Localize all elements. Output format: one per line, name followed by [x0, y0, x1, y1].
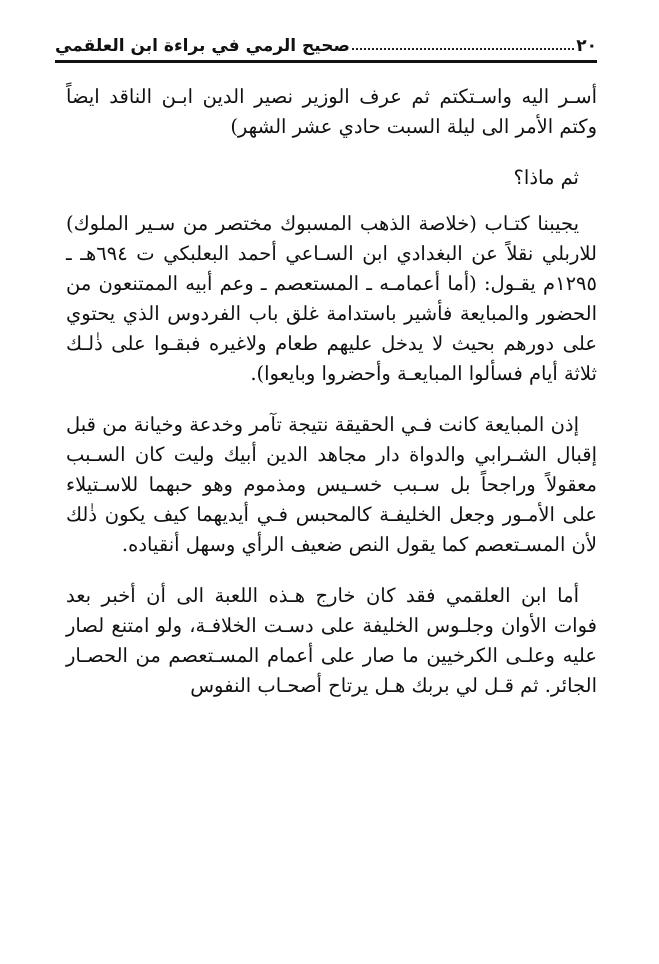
page-number: ٢٠: [576, 36, 597, 56]
running-header: [55, 28, 597, 56]
header-rule: [55, 60, 597, 63]
paragraph-3: يجيبنا كتـاب (خلاصة الذهب المسبوك مختصر من سـير الملوك) للاربلي نقلاً عن البغدادي ابن السـاعي أحمد البعلبكي ت ٦٩٤هـ ـ ١٢٩٥م يقـول: (أما أعمامـه ـ المستعصم ـ وعم أبيه الممتنعون من الحضور والمبايعة فأشير باستدامة غلق باب الفردوس الذي يحتوي على دورهم بحيث لا يدخل عليهم طعام ولاغيره فبقـوا على ذٰلـك ثلاثة أيام فسألوا المبايعـة وأحضروا وبايعوا).: [66, 212, 597, 385]
paragraph-5: أما ابن العلقمي فقد كان خارج هـذه اللعبة الى أن أخبر بعد فوات الأوان وجلـوس الخليفة على دسـت الخلافـة، ولو امتنع لصار عليه وعلـى الكرخيين ما صار على أعمام المسـتعصم من الحصـار الجائر. ثم قـل لي بربك هـل يرتاح أصحـاب النفوس: [66, 584, 597, 697]
paragraph-4: إذن المبايعة كانت فـي الحقيقة نتيجة تآمر وخدعة وخيانة من قبل إقبال الشـرابي والدواة دار مجاهد الدين أبيك وليت كان السـبب معقولاً وراجحاً بل سـبب خسـيس ومذموم وهو حبهما للاسـتيلاء على الأمـور وجعل الخليفـة كالمحبس فـي أيديهما كيف يكون ذٰلك لأن المسـتعصم كما يقول النص ضعيف الرأي وسهل أنقياده.: [66, 413, 597, 556]
paragraph-2: ثم ماذا؟: [513, 166, 579, 189]
body-text: [66, 82, 597, 722]
paragraph-1: أسـر اليه واسـتكتم ثم عرف الوزير نصير الدين ابـن الناقد ايضاً وكتم الأمر الى ليلة السبت حادي عشر الشهر): [66, 85, 597, 138]
header-dot-leader: [352, 48, 574, 50]
running-title: صحيح الرمي في براءة ابن العلقمي: [55, 36, 350, 56]
